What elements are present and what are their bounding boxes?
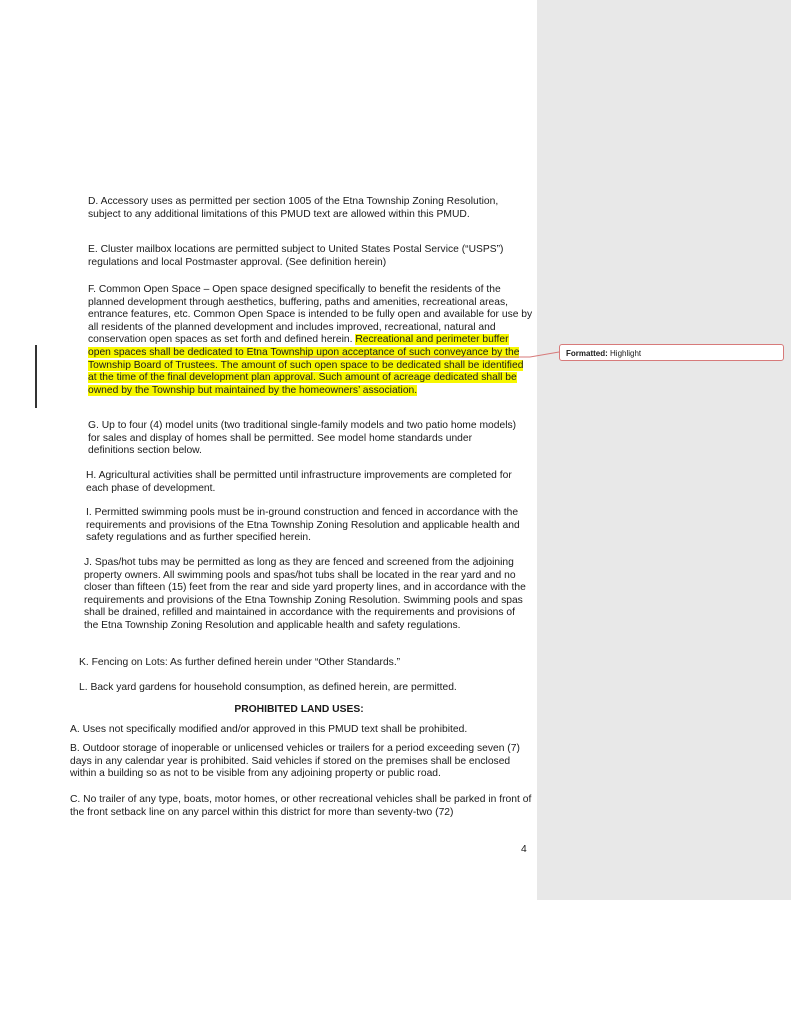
paragraph-j: J. Spas/hot tubs may be permitted as long as they are fenced and screened from the adjoining property owners. All swimming pools and spas/hot tubs shall be located in the rear yard and no closer than fifteen (15) feet from the rear and side yard property lines, and in accordance with the requirements and provisions of the Etna Township Zoning Resolution. Swimming pools and spas shall be drained, refilled and maintained in accordance with the requirements and provisions of the Etna Township Zoning Resolution and applicable health and safety regulations. [84, 557, 526, 631]
comment-value: Highlight [610, 349, 642, 358]
page-number: 4 [521, 844, 527, 855]
prohibited-b: B. Outdoor storage of inoperable or unlicensed vehicles or trailers for a period exceeding seven (7) days in any calendar year is prohibited. Said vehicles if stored on the premises shall be enclosed within a building so as not to be visible from any adjoining property or public road. [70, 743, 520, 780]
paragraph-i: I. Permitted swimming pools must be in-ground construction and fenced in accordance with the requirements and provisions of the Etna Township Zoning Resolution and applicable health and safety regulations and as further specified herein. [86, 507, 520, 544]
paragraph-h: H. Agricultural activities shall be permitted until infrastructure improvements are completed for each phase of development. [86, 470, 512, 494]
paragraph-k: K. Fencing on Lots: As further defined herein under “Other Standards.” [79, 657, 401, 668]
paragraph-d: D. Accessory uses as permitted per section 1005 of the Etna Township Zoning Resolution, subject to any additional limitations of this PMUD text are allowed within this PMUD. [88, 196, 499, 220]
paragraph-f-text: F. Common Open Space – Open space designed specifically to benefit the residents of the planned development through aesthetics, buffering, paths and amenities, recreational areas, entrance features, etc. Common Open Space is intended to be fully open and available for use by all residents of the planned development and includes improved, recreational, natural and conservation open spaces as set forth and defined herein. [88, 284, 533, 346]
paragraph-e: E. Cluster mailbox locations are permitted subject to United States Postal Service (“USPS”) regulations and local Postmaster approval. (See definition herein) [88, 244, 504, 268]
paragraph-g: G. Up to four (4) model units (two traditional single-family models and two patio home models) for sales and display of homes shall be permitted. See model home standards under definitions section below. [88, 420, 517, 457]
comment-label: Formatted: [566, 349, 608, 358]
prohibited-heading: PROHIBITED LAND USES: [234, 704, 364, 715]
highlighted-text: Recreational and perimeter buffer open spaces shall be dedicated to Etna Township upon acceptance of such conveyance by the Township Board of Trustees. The amount of such open space to be dedicated shall be identified at the time of the final development plan approval. Such amount of acreage dedicated shall be owned by the Township but maintained by the homeowners’ association. [88, 334, 524, 396]
formatting-comment-balloon[interactable] [559, 344, 784, 361]
prohibited-a: A. Uses not specifically modified and/or approved in this PMUD text shall be prohibited. [70, 724, 468, 735]
paragraph-l: L. Back yard gardens for household consumption, as defined herein, are permitted. [79, 682, 457, 693]
prohibited-c: C. No trailer of any type, boats, motor homes, or other recreational vehicles shall be parked in front of the front setback line on any parcel within this district for more than seventy-two (72) [70, 794, 532, 818]
